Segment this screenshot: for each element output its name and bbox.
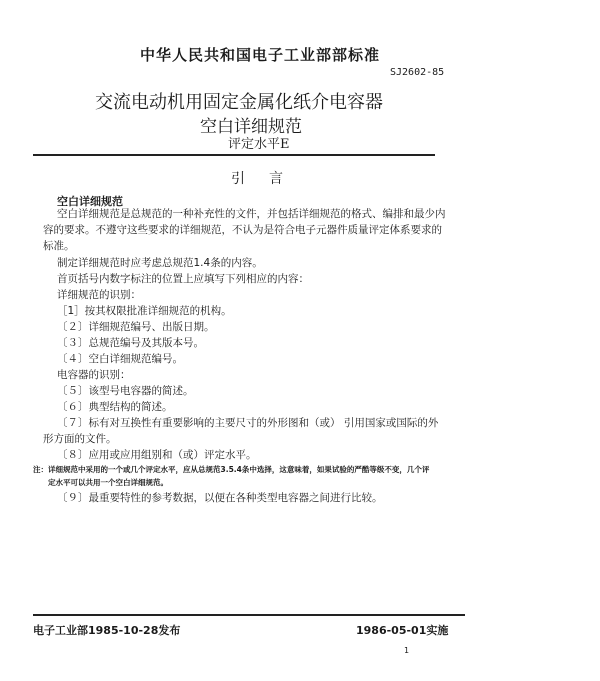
list-item: 〔２〕详细规范编号、出版日期。	[57, 321, 215, 333]
list-item: 〔９〕最重要特性的参考数据，以便在各种类型电容器之间进行比较。	[57, 492, 383, 504]
paragraph-1: 空白详细规范是总规范的一种补充性的文件，并包括详细规范的格式、编排和最少内容的要求。不遵守这些要求的详细规范，不认为是符合电子元器件质量评定体系要求的标准。	[43, 208, 446, 252]
list-item: 〔８〕应用或应用组别和（或）评定水平。	[57, 449, 257, 461]
document-title-line2: 空白详细规范	[200, 117, 302, 137]
standard-number: SJ2602-85	[390, 67, 445, 78]
list-item-continuation: 形方面的文件。	[43, 433, 117, 445]
note-line: 注：详细规范中采用的一个或几个评定水平，应从总规范3.5.4条中选择，这意味着，如果试验的严酷等级不变，几个评	[33, 465, 430, 474]
body-line: 制定详细规范时应考虑总规范1.4条的内容。	[57, 257, 263, 269]
issuer-heading: 中华人民共和国电子工业部部标准	[140, 46, 381, 64]
assessment-level: 评定水平E	[228, 137, 290, 152]
document-title-line1: 交流电动机用固定金属化纸介电容器	[95, 92, 383, 113]
publish-date: 电子工业部1985-10-28发布	[33, 624, 181, 637]
note-line: 定水平可以共用一个空白详细规范。	[48, 478, 168, 487]
footer-divider	[33, 614, 465, 616]
list-item: 〔３〕总规范编号及其版本号。	[57, 337, 204, 349]
page-number: 1	[404, 646, 410, 655]
list-item: 〔４〕空白详细规范编号。	[57, 353, 183, 365]
body-line: 电容器的识别：	[57, 369, 131, 381]
intro-heading: 引言	[231, 171, 307, 187]
section-heading: 空白详细规范	[57, 195, 123, 208]
list-item: 〔７〕标有对互换性有重要影响的主要尺寸的外形图和（或） 引用国家或国际的外	[57, 417, 439, 429]
list-item: 〔５〕该型号电容器的简述。	[57, 385, 194, 397]
implement-date: 1986-05-01实施	[356, 624, 449, 637]
list-item: 〔６〕典型结构的简述。	[57, 401, 173, 413]
header-divider	[33, 154, 435, 156]
body-line: 详细规范的识别：	[57, 289, 141, 301]
list-item: ［1］按其权限批准详细规范的机构。	[57, 305, 232, 317]
body-line: 首页括号内数字标注的位置上应填写下列相应的内容：	[57, 273, 309, 285]
